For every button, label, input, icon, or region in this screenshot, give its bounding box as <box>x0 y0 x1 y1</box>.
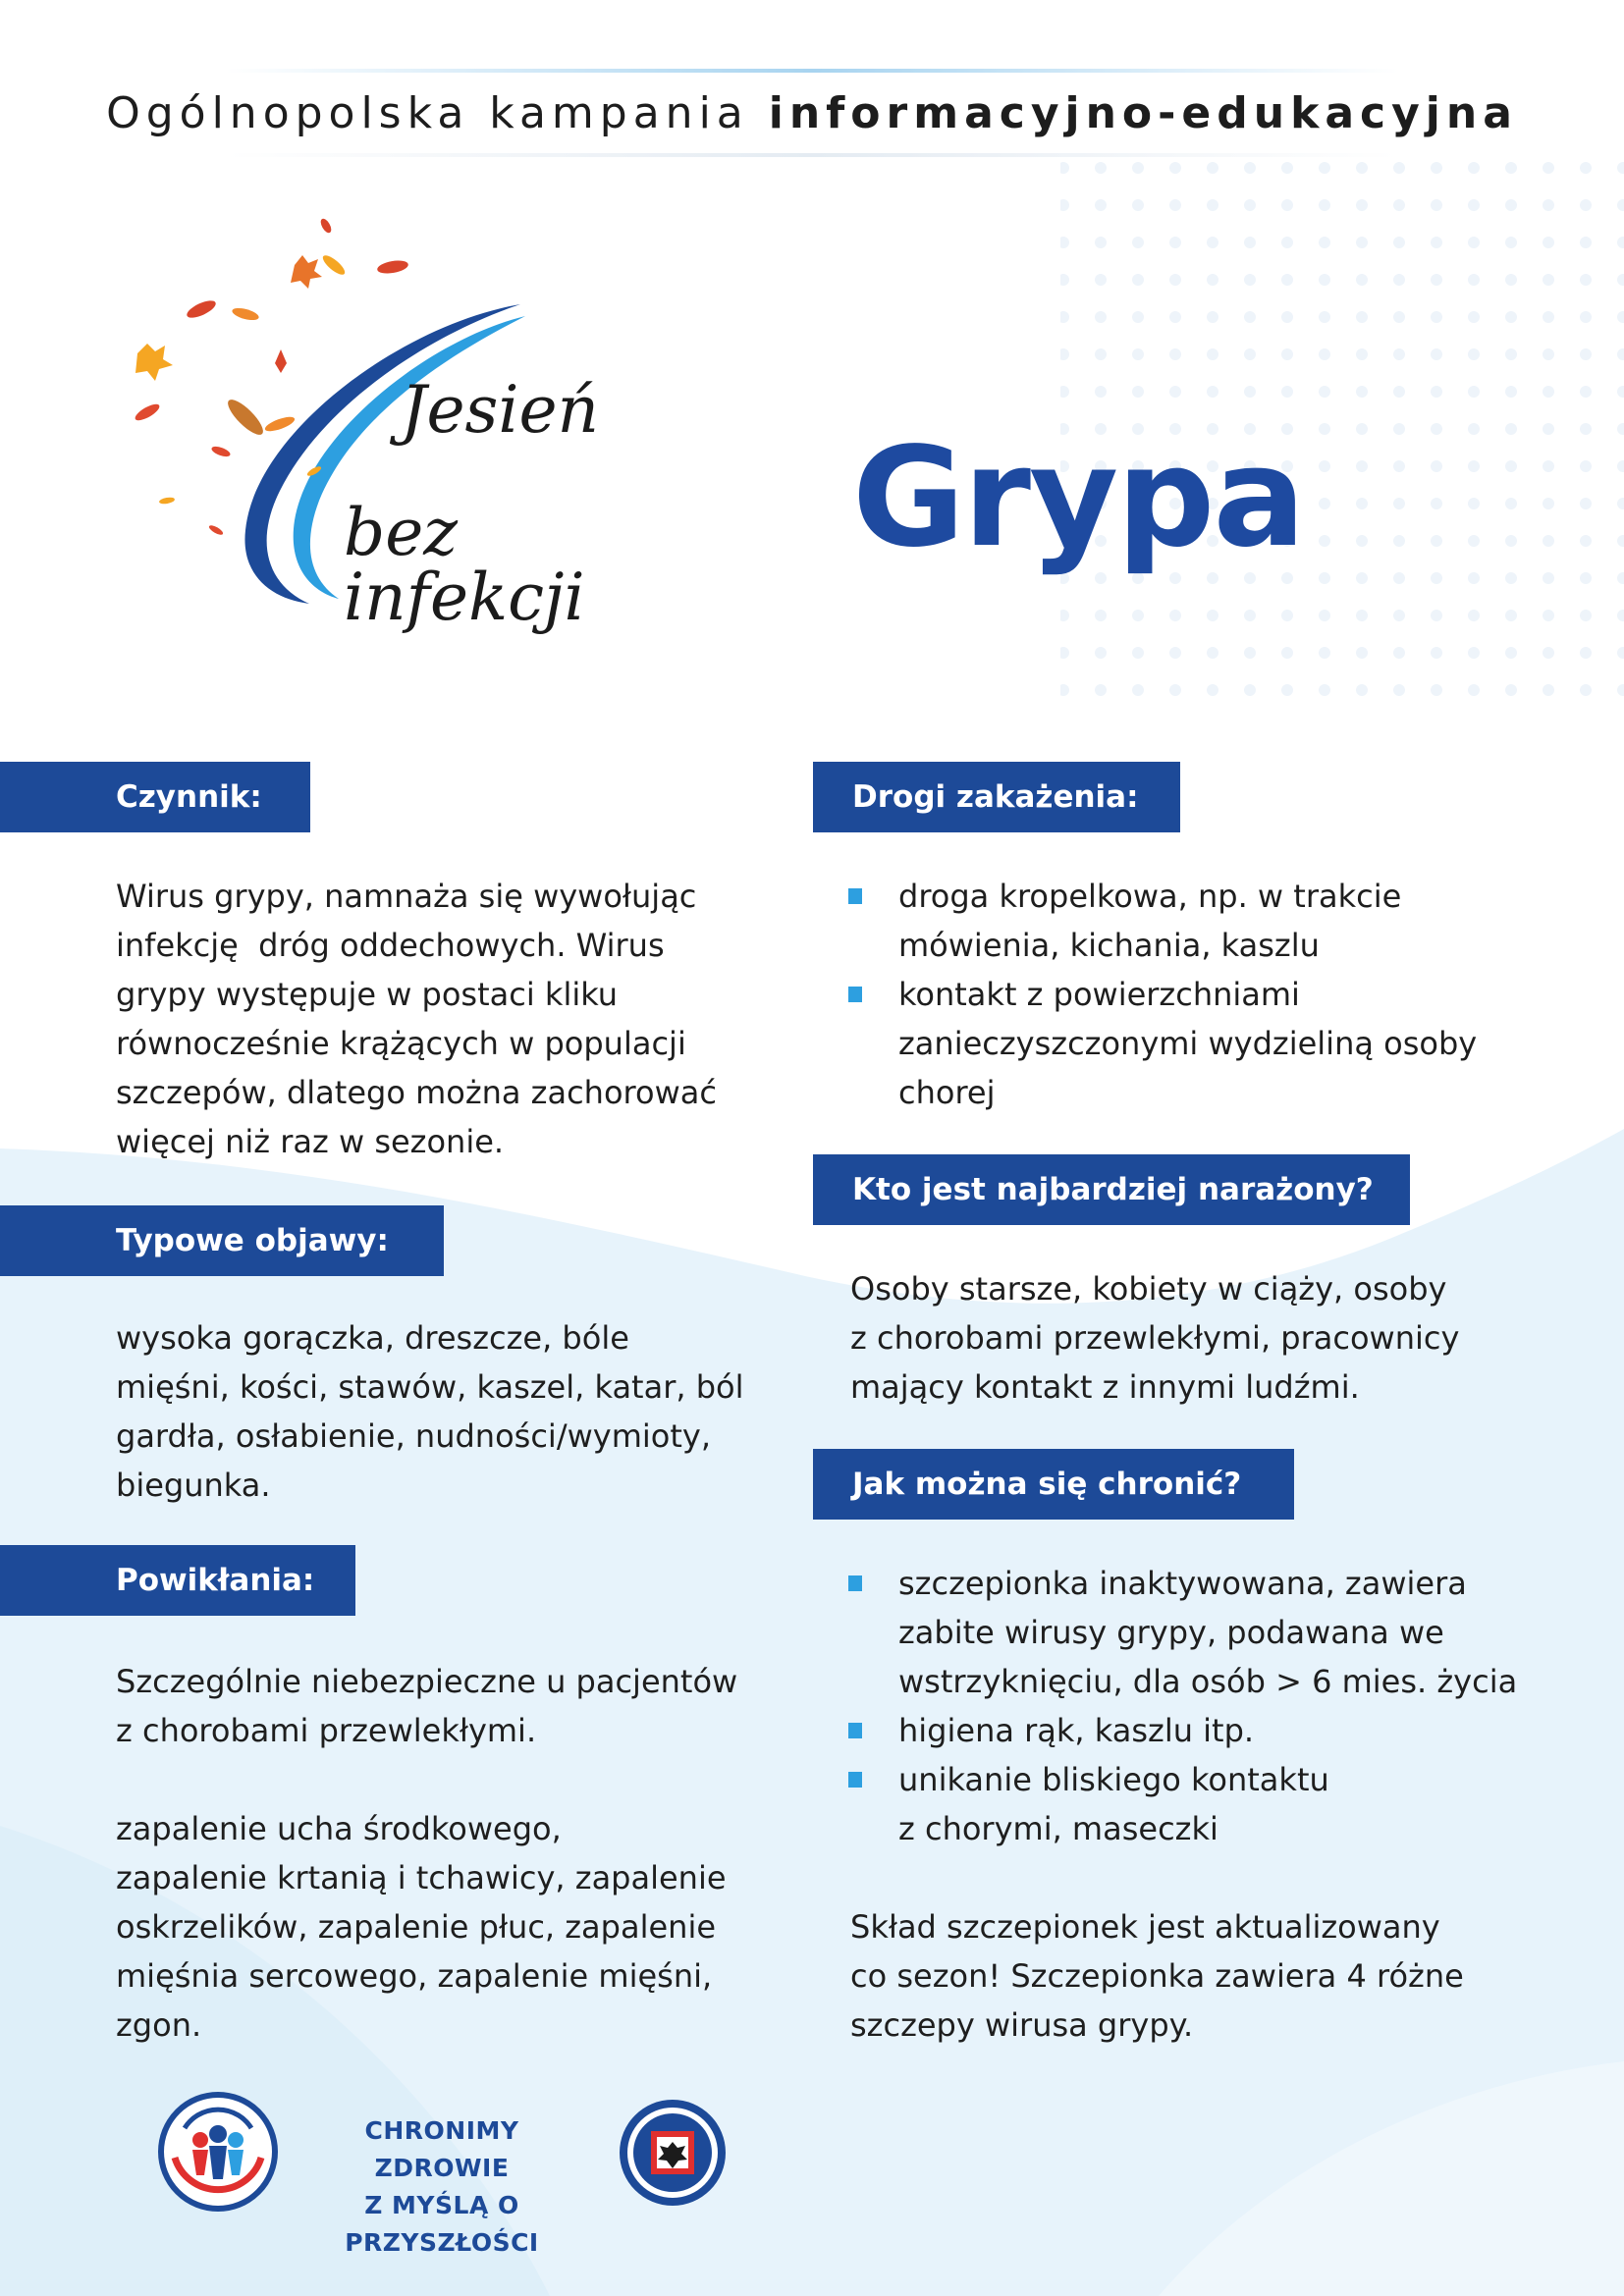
powiklania-text <box>116 1657 803 2050</box>
sanitary-inspection-emblem <box>617 2097 729 2209</box>
list-item <box>848 1706 1595 1755</box>
drogi-list <box>848 872 1595 1117</box>
campaign-title-regular: Ogólnopolska kampania <box>106 88 769 138</box>
objawy-text <box>116 1313 803 1510</box>
text-line: Wirus grypy, namnaża się wywołując <box>116 878 697 915</box>
footer-slogan <box>295 2112 589 2262</box>
text-line: szczepy wirusa grypy. <box>850 2006 1194 2044</box>
page-title: Grypa <box>852 418 1304 578</box>
section-heading-chronic: Jak można się chronić? <box>813 1449 1294 1520</box>
list-item <box>848 1559 1595 1706</box>
section-heading-drogi: Drogi zakażenia: <box>813 762 1180 832</box>
text-line: zgon. <box>116 2006 202 2044</box>
text-line: więcej niż raz w sezonie. <box>116 1123 505 1160</box>
text-line: chorej <box>898 1074 996 1111</box>
section-heading-czynnik: Czynnik: <box>0 762 310 832</box>
text-line: wysoka gorączka, dreszcze, bóle <box>116 1319 629 1357</box>
text-line: droga kropelkowa, np. w trakcie <box>898 878 1402 915</box>
text-line: zapalenie ucha środkowego, <box>116 1810 562 1847</box>
text-line: szczepów, dlatego można zachorować <box>116 1074 717 1111</box>
text-line: Skład szczepionek jest aktualizowany <box>850 1908 1440 1946</box>
text-line: z chorymi, maseczki <box>898 1810 1218 1847</box>
chronic-list <box>848 1559 1595 1853</box>
text-line: zabite wirusy grypy, podawana we <box>898 1614 1444 1651</box>
narazony-text <box>850 1264 1597 1412</box>
text-line: mięśnia sercowego, zapalenie mięśni, <box>116 1957 713 1995</box>
text-line: zapalenie krtanią i tchawicy, zapalenie <box>116 1859 727 1896</box>
text-line: kontakt z powierzchniami <box>898 976 1300 1013</box>
campaign-logo <box>108 206 717 635</box>
text-line: gardła, osłabienie, nudności/wymioty, <box>116 1417 711 1455</box>
logo-line-2: bez infekcji <box>344 495 585 635</box>
text-line: mający kontakt z innymi ludźmi. <box>850 1368 1360 1406</box>
drogi-list-wrap <box>848 872 1595 1117</box>
section-heading-objawy: Typowe objawy: <box>0 1205 444 1276</box>
text-line: z chorobami przewlekłymi. <box>116 1712 537 1749</box>
text-line: biegunka. <box>116 1467 271 1504</box>
text-line: mówienia, kichania, kaszlu <box>898 927 1320 964</box>
logo-line-1: Jesień <box>401 372 600 448</box>
text-line: zanieczyszczonymi wydzieliną osoby <box>898 1025 1478 1062</box>
text-line: wstrzyknięciu, dla osób > 6 mies. życia <box>898 1663 1518 1700</box>
text-line: Osoby starsze, kobiety w ciąży, osoby <box>850 1270 1447 1308</box>
list-item <box>848 970 1595 1117</box>
section-heading-narazony: Kto jest najbardziej narażony? <box>813 1154 1410 1225</box>
list-item <box>848 872 1595 970</box>
text-line: higiena rąk, kaszlu itp. <box>898 1712 1255 1749</box>
text-line: unikanie bliskiego kontaktu <box>898 1761 1329 1798</box>
slogan-line-2: Z MYŚLĄ O PRZYSZŁOŚCI <box>345 2191 539 2257</box>
campaign-title <box>0 88 1624 138</box>
family-health-logo <box>155 2089 281 2215</box>
text-line: szczepionka inaktywowana, zawiera <box>898 1565 1467 1602</box>
text-line: mięśni, kości, stawów, kaszel, katar, ból <box>116 1368 744 1406</box>
text-line: Szczególnie niebezpieczne u pacjentów <box>116 1663 738 1700</box>
campaign-title-bold: informacyjno-edukacyjna <box>768 88 1518 138</box>
czynnik-text <box>116 872 803 1166</box>
list-item <box>848 1755 1595 1853</box>
bottom-divider <box>226 153 1398 157</box>
chronic-list-wrap <box>848 1559 1595 1853</box>
text-line: równocześnie krążących w populacji <box>116 1025 686 1062</box>
slogan-line-1: CHRONIMY ZDROWIE <box>364 2116 519 2182</box>
text-line: z chorobami przewlekłymi, pracownicy <box>850 1319 1460 1357</box>
text-line: infekcję dróg oddechowych. Wirus <box>116 927 665 964</box>
section-heading-powiklania: Powikłania: <box>0 1545 355 1616</box>
top-divider <box>226 69 1398 73</box>
text-line: oskrzelików, zapalenie płuc, zapalenie <box>116 1908 717 1946</box>
vaccine-note <box>850 1902 1597 2050</box>
text-line: co sezon! Szczepionka zawiera 4 różne <box>850 1957 1464 1995</box>
text-line: grypy występuje w postaci kliku <box>116 976 619 1013</box>
